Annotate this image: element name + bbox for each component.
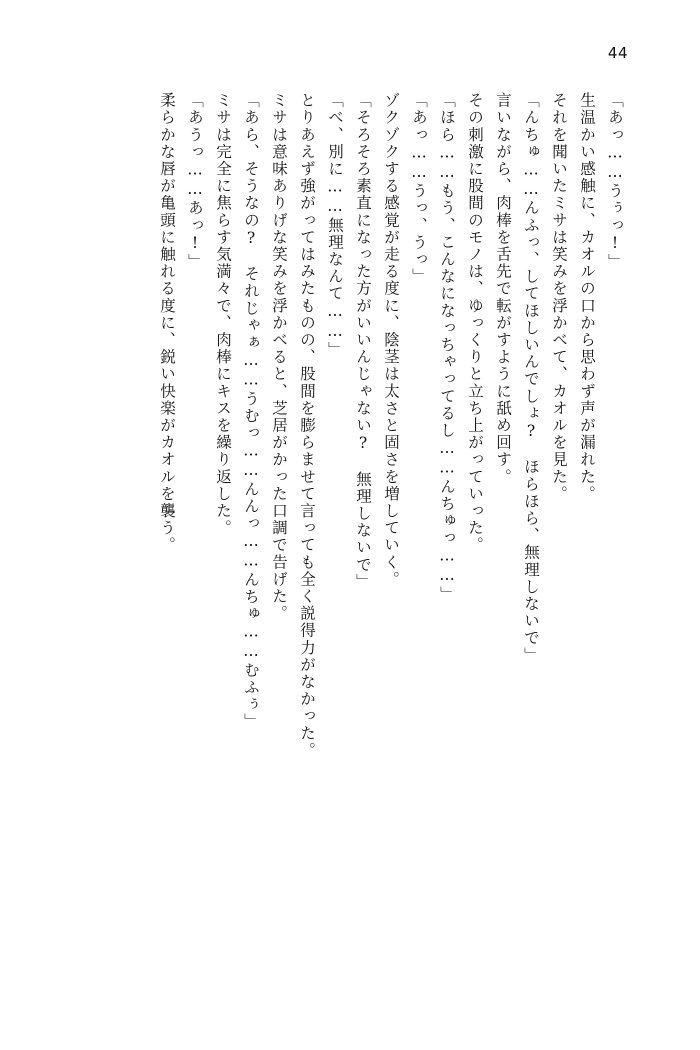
text-line: 「あっ……うっ、うっ」 bbox=[410, 92, 428, 286]
text-line: 言いながら、肉棒を舌先で転がすように舐め回す。 bbox=[494, 92, 512, 486]
text-line: それを聞いたミサは笑みを浮かべて、カオルを見た。 bbox=[550, 92, 568, 503]
page-number: 44 bbox=[607, 44, 628, 62]
text-line: ミサは完全に焦らす気満々で、肉棒にキスを繰り返した。 bbox=[214, 92, 232, 537]
text-line: 生温かい感触に、カオルの口から思わず声が漏れた。 bbox=[578, 92, 596, 503]
text-line: 「んちゅ……んふっ、してほしいんでしょ? ほらほら、無理しないで」 bbox=[522, 92, 540, 664]
text-line: 「そろそろ素直になった方がいいんじゃない? 無理しないで」 bbox=[354, 92, 372, 591]
text-line: 「べ、別に……無理なんて……」 bbox=[326, 92, 344, 359]
text-line: 「あっ……うぅっ!」 bbox=[606, 92, 624, 271]
text-line: ミサは意味ありげな笑みを浮かべると、芝居がかった口調で告げた。 bbox=[270, 92, 288, 623]
text-line: 柔らかな唇が亀頭に触れる度に、鋭い快楽がカオルを襲う。 bbox=[158, 92, 176, 554]
vertical-text-body bbox=[80, 92, 622, 992]
text-line: 「ほら……もう、こんなになっちゃってるし……んちゅっ……」 bbox=[438, 92, 456, 603]
text-line: 「あうっ……あっ!」 bbox=[186, 92, 204, 271]
text-line: 「あら、そうなの? それじゃぁ……うむっ……んんっ……んちゅ……むふぅ」 bbox=[242, 92, 260, 731]
text-line: ゾクゾクする感覚が走る度に、陰茎は太さと固さを増していく。 bbox=[382, 92, 400, 588]
text-line: その刺激に股間のモノは、ゆっくりと立ち上がっていった。 bbox=[466, 92, 484, 554]
text-line: とりあえず強がってはみたものの、股間を膨らませて言っても全く説得力がなかった。 bbox=[298, 92, 316, 759]
